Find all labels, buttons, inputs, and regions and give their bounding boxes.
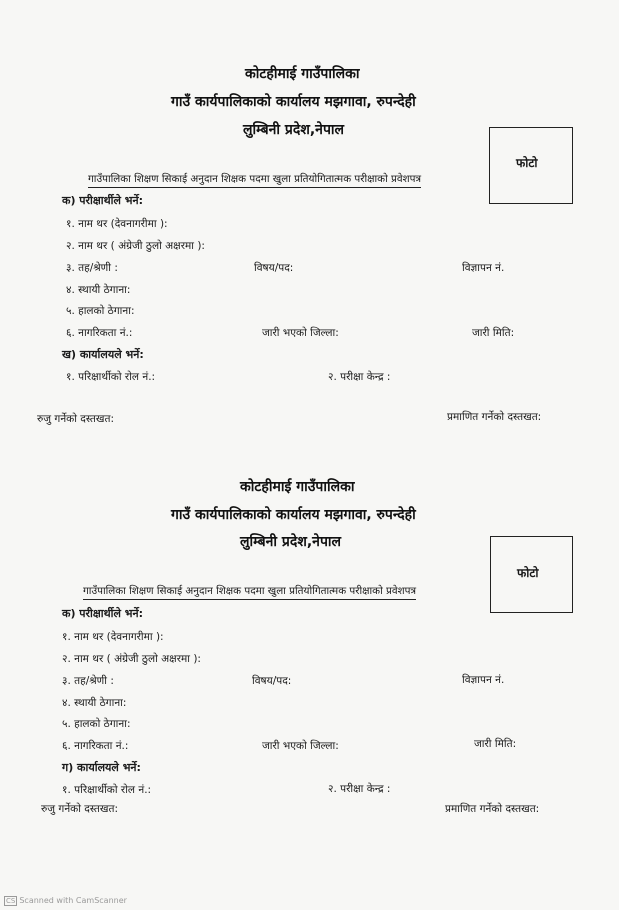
section-candidate-fill: क) परीक्षार्थीले भर्ने: — [62, 194, 144, 207]
photo-label: फोटो — [516, 156, 538, 170]
field-advert-no: विज्ञापन नं. — [462, 674, 505, 686]
scanner-watermark-text: Scanned with CamScanner — [19, 896, 127, 905]
field-level: ३. तह/श्रेणी : — [66, 262, 118, 274]
municipality-name: कोटहीमाई गाउँपालिका — [240, 479, 355, 495]
field-name-nepali: १. नाम थर (देवनागरीमा ): — [62, 631, 164, 643]
certifier-signature-label: प्रमाणित गर्नेको दस्तखत: — [445, 803, 540, 815]
admit-card-title: गाउँपालिका शिक्षण सिकाई अनुदान शिक्षक पदमा खुला प्रतियोगितात्मक परीक्षाको प्रवेशपत्र — [83, 584, 416, 600]
field-permanent-address: ४. स्थायी ठेगाना: — [66, 284, 131, 296]
field-issued-date: जारी मिति: — [472, 327, 515, 339]
scanner-watermark — [4, 896, 127, 906]
field-current-address: ५. हालको ठेगाना: — [62, 718, 131, 730]
checker-signature-label: रुजु गर्नेको दस्तखत: — [37, 413, 115, 425]
field-level: ३. तह/श्रेणी : — [62, 675, 114, 687]
certifier-signature-label: प्रमाणित गर्नेको दस्तखत: — [447, 411, 542, 423]
admit-card-title: गाउँपालिका शिक्षण सिकाई अनुदान शिक्षक पदमा खुला प्रतियोगितात्मक परीक्षाको प्रवेशपत्र — [88, 172, 421, 188]
checker-signature-label: रुजु गर्नेको दस्तखत: — [41, 803, 119, 815]
field-subject: विषय/पद: — [252, 675, 292, 687]
field-issued-date: जारी मिति: — [474, 738, 517, 750]
field-roll-no: १. परिक्षार्थीको रोल नं.: — [66, 371, 156, 383]
field-current-address: ५. हालको ठेगाना: — [66, 305, 135, 317]
field-roll-no: १. परिक्षार्थीको रोल नं.: — [62, 784, 152, 796]
field-citizenship-no: ६. नागरिकता नं.: — [66, 327, 133, 339]
section-office-fill: ग) कार्यालयले भर्ने: — [62, 761, 141, 774]
section-office-fill: ख) कार्यालयले भर्ने: — [62, 348, 144, 361]
photo-label: फोटो — [517, 566, 539, 580]
section-candidate-fill: क) परीक्षार्थीले भर्ने: — [62, 607, 144, 620]
field-permanent-address: ४. स्थायी ठेगाना: — [62, 697, 127, 709]
municipality-name: कोटहीमाई गाउँपालिका — [245, 66, 360, 82]
field-name-english: २. नाम थर ( अंग्रेजी ठुलो अक्षरमा ): — [66, 240, 205, 252]
field-citizenship-no: ६. नागरिकता नं.: — [62, 740, 129, 752]
photo-box — [490, 536, 573, 613]
field-name-nepali: १. नाम थर (देवनागरीमा ): — [66, 218, 168, 230]
camscanner-logo-icon: CS — [6, 897, 16, 905]
office-address: गाउँ कार्यपालिकाको कार्यालय मझगावा, रुपन्देही — [171, 94, 416, 110]
field-issued-district: जारी भएको जिल्ला: — [262, 327, 339, 339]
photo-box — [489, 127, 573, 204]
office-address: गाउँ कार्यपालिकाको कार्यालय मझगावा, रुपन्देही — [171, 507, 416, 523]
field-name-english: २. नाम थर ( अंग्रेजी ठुलो अक्षरमा ): — [62, 653, 201, 665]
province-country: लुम्बिनी प्रदेश,नेपाल — [243, 122, 345, 138]
field-issued-district: जारी भएको जिल्ला: — [262, 740, 339, 752]
field-exam-center: २. परीक्षा केन्द्र : — [328, 783, 391, 795]
field-exam-center: २. परीक्षा केन्द्र : — [328, 371, 391, 383]
field-subject: विषय/पद: — [254, 262, 294, 274]
province-country: लुम्बिनी प्रदेश,नेपाल — [240, 534, 342, 550]
field-advert-no: विज्ञापन नं. — [462, 262, 505, 274]
